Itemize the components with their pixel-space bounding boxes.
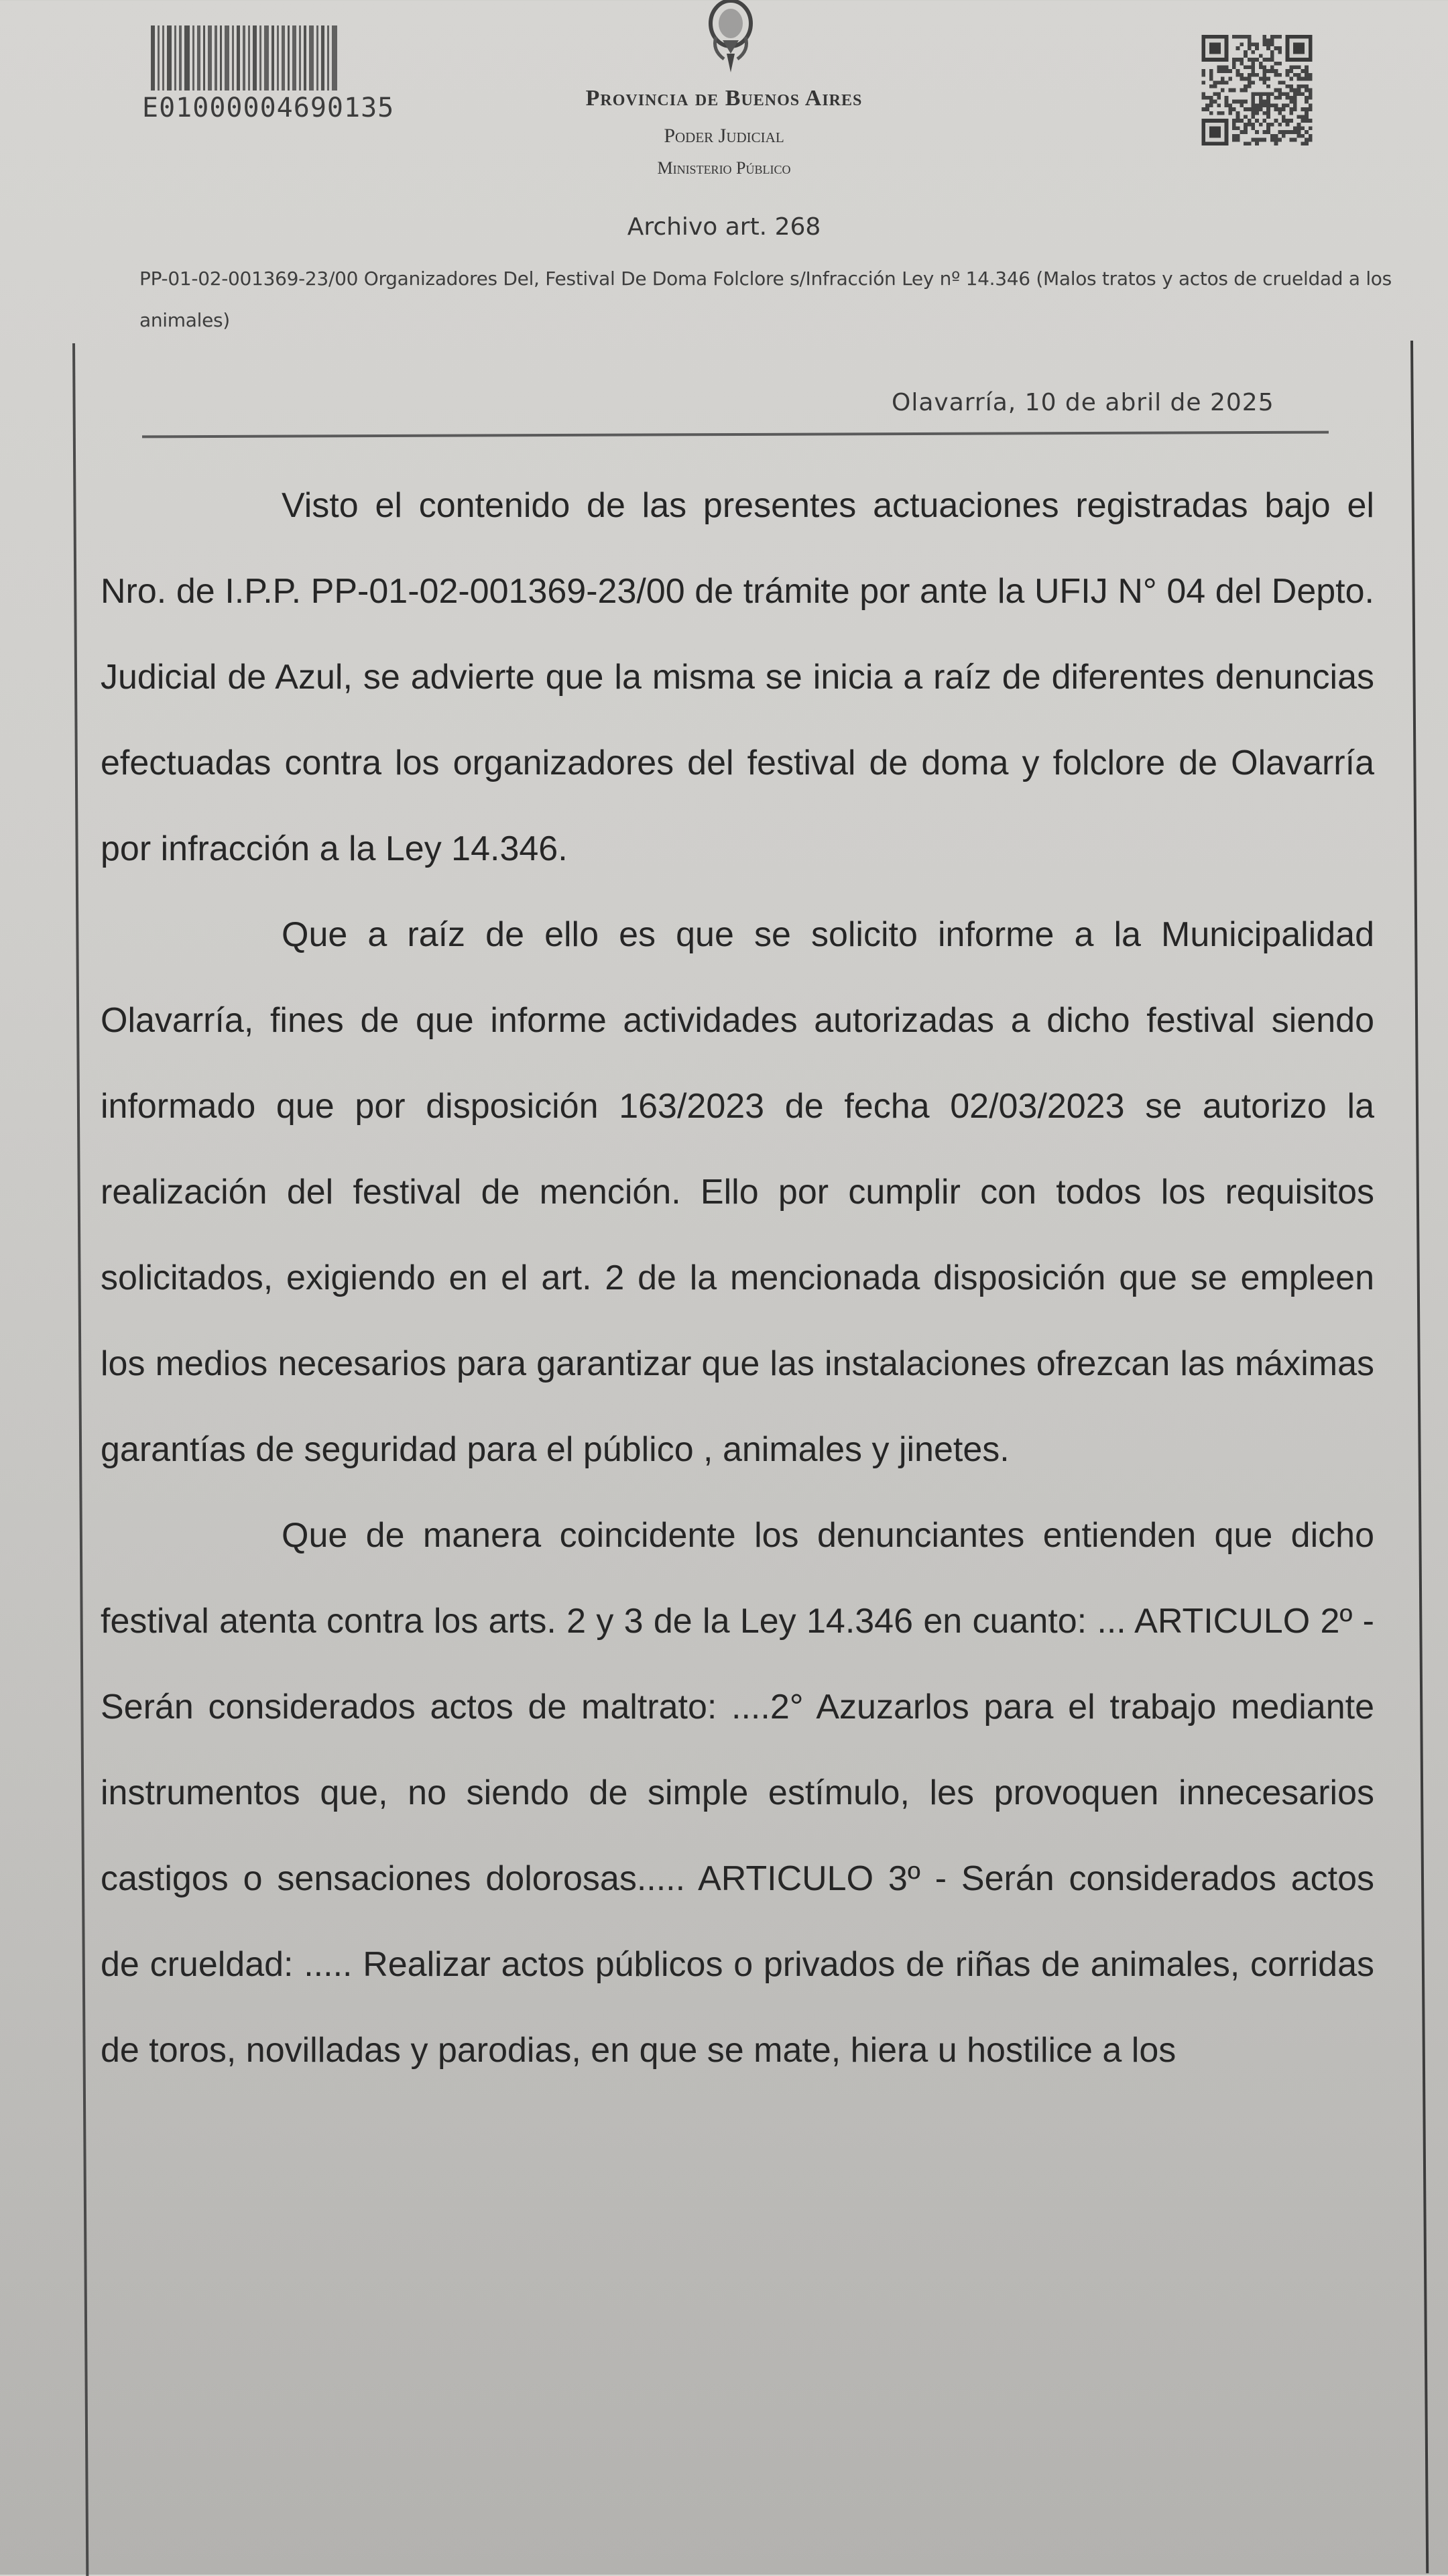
institution-judicial-power: Poder Judicial (664, 125, 784, 147)
coat-of-arms-icon (697, 0, 764, 77)
institution-province: Provincia de Buenos Aires (585, 86, 863, 111)
paragraph-denunciantes: Que de manera coincidente los denunciantes entienden que dicho festival atenta contra los arts. 2 y 3 de la Ley 14.346 en cuanto: ... ARTICULO 2º - Serán considerados actos de maltrato: ....2° Azuzarlos para el trabajo mediante instrumentos que, no siendo de simple estímulo, les provoquen innecesarios castigos o sensaciones dolorosas..... ARTICULO 3º - Serán considerados actos de crueldad: ..... Realizar actos públicos o privados de riñas de animales, corridas de toros, novilladas y parodias, en que se mate, hiera u hostilice a los (101, 1516, 1374, 2070)
document-body (101, 463, 1374, 2093)
case-caption: PP-01-02-001369-23/00 Organizadores Del, Festival De Doma Folclore s/Infracción Ley nº 14.346 (Malos tratos y actos de crueldad a los animales) (139, 268, 1392, 331)
right-margin-line (1410, 341, 1429, 2573)
date-line: Olavarría, 10 de abril de 2025 (892, 389, 1274, 416)
header-rule (142, 431, 1329, 438)
paragraph-municipalidad: Que a raíz de ello es que se solicito informe a la Municipalidad Olavarría, fines de que informe actividades autorizadas a dicho festival siendo informado que por disposición 163/2023 de fecha 02/03/2023 se autorizo la realización del festival de mención. Ello por cumplir con todos los requisitos solicitados, exigiendo en el art. 2 de la mencionada disposición que se empleen los medios necesarios para garantizar que las instalaciones ofrezcan las máximas garantías de seguridad para el público , animales y jinetes. (101, 915, 1374, 1469)
barcode-number: E01000004690135 (142, 93, 395, 123)
archivo-label: Archivo art. 268 (627, 213, 821, 241)
left-margin-line (72, 343, 88, 2576)
paragraph-visto: Visto el contenido de las presentes actuaciones registradas bajo el Nro. de I.P.P. PP-01-02-001369-23/00 de trámite por ante la UFIJ N° 04 del Depto. Judicial de Azul, se advierte que la misma se inicia a raíz de diferentes denuncias efectuadas contra los organizadores del festival de doma y folclore de Olavarría por infracción a la Ley 14.346. (101, 486, 1374, 868)
institution-ministry: Ministerio Público (657, 158, 791, 178)
barcode (151, 25, 382, 91)
qr-code-icon (1200, 35, 1314, 145)
